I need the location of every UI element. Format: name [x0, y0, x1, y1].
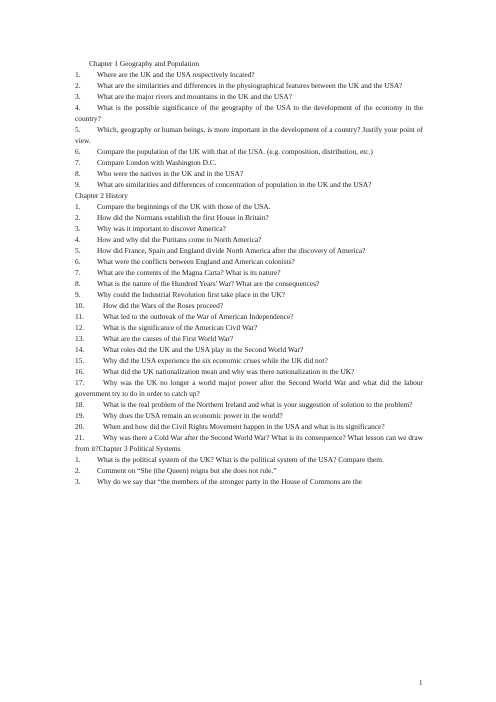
question-item: [75, 366, 423, 377]
question-number: 19.: [75, 411, 85, 420]
question-text: How and why did the Puritans come to North America?: [97, 235, 262, 244]
question-number: 3.: [75, 92, 81, 101]
question-number: 3.: [75, 224, 81, 233]
question-number: 6.: [75, 147, 81, 156]
question-text: Where are the UK and the USA respectively located?: [97, 70, 255, 79]
question-item: [75, 80, 423, 91]
question-number: 16.: [75, 367, 85, 376]
question-text: What are the major rivers and mountains in the UK and the USA?: [97, 92, 292, 101]
question-text: What roles did the UK and the USA play in the Second World War?: [103, 345, 304, 354]
question-item: [75, 476, 423, 487]
chapter-1-heading: Chapter 1 Geography and Population: [89, 59, 200, 68]
question-item: [75, 377, 423, 399]
question-text: What are the causes of the First World War?: [103, 334, 234, 343]
question-item: [75, 465, 423, 476]
question-item: [75, 410, 423, 421]
question-number: 8.: [75, 279, 81, 288]
question-item: [75, 124, 423, 146]
question-text: Comment on “She (the Queen) reigns but she does not rule.”: [97, 466, 277, 475]
question-text: Why does the USA remain an economic power in the world?: [103, 411, 283, 420]
question-item: [75, 168, 423, 179]
question-item: [75, 322, 423, 333]
question-text: How did the Wars of the Roses proceed?: [103, 301, 224, 310]
question-item: [75, 91, 423, 102]
question-item: [75, 245, 423, 256]
question-number: 12.: [75, 323, 85, 332]
question-number: 10.: [75, 301, 85, 310]
question-number: 2.: [75, 81, 81, 90]
question-text: What is the possible significance of the geography of the USA to the development of the economy in the country?: [75, 103, 423, 123]
question-item: [75, 201, 423, 212]
question-number: 7.: [75, 268, 81, 277]
question-item: [75, 256, 423, 267]
question-number: 1.: [75, 455, 81, 464]
question-item: [75, 344, 423, 355]
question-text: Compare London with Washington D.C.: [97, 158, 217, 167]
question-text: Which, geography or human beings, is more important in the development of a country? Justify your point of view.: [75, 125, 423, 145]
question-number: 21.: [75, 433, 85, 442]
question-item: [75, 399, 423, 410]
question-number: 11.: [75, 312, 84, 321]
question-text: What led to the outbreak of the War of American Independence?: [103, 312, 294, 321]
question-number: 2.: [75, 466, 81, 475]
question-number: 20.: [75, 422, 85, 431]
question-item: [75, 278, 423, 289]
question-number: 9.: [75, 290, 81, 299]
question-text: Why could the Industrial Revolution first take place in the UK?: [97, 290, 285, 299]
question-item: [75, 234, 423, 245]
question-text: What is the nature of the Hundred Years' War? What are the consequences?: [97, 279, 320, 288]
question-number: 18.: [75, 400, 85, 409]
question-item: [75, 311, 423, 322]
question-text: Who were the natives in the UK and in the USA?: [97, 169, 244, 178]
chapter-2-heading: Chapter 2 History: [75, 191, 128, 200]
question-number: 8.: [75, 169, 81, 178]
question-text: What are the contents of the Magna Carta? What is its nature?: [97, 268, 281, 277]
question-text: Why was it important to discover America?: [97, 224, 226, 233]
question-number: 14.: [75, 345, 85, 354]
question-item: [75, 289, 423, 300]
question-text: What is the political system of the UK? What is the political system of the USA? Compare them.: [97, 455, 384, 464]
question-text: What were the conflicts between England and American colonists?: [97, 257, 295, 266]
question-text: What is the significance of the American Civil War?: [103, 323, 258, 332]
question-item: [75, 179, 423, 190]
question-list: [75, 58, 423, 487]
question-number: 7.: [75, 158, 81, 167]
question-number: 5.: [75, 125, 81, 134]
question-text: How did the Normans establish the first House in Britain?: [97, 213, 269, 222]
question-item: [75, 157, 423, 168]
question-text: Compare the population of the UK with that of the USA. (e.g. composition, distribution, etc.): [97, 147, 373, 156]
question-number: 4.: [75, 103, 81, 112]
question-number: 1.: [75, 70, 81, 79]
question-item: [75, 333, 423, 344]
question-item: [75, 432, 423, 454]
question-text: Compare the beginnings of the UK with those of the USA.: [97, 202, 271, 211]
question-number: 1.: [75, 202, 81, 211]
question-number: 6.: [75, 257, 81, 266]
question-item: [75, 300, 423, 311]
question-text: Why did the USA experience the six economic crises while the UK did not?: [103, 356, 328, 365]
question-item: [75, 355, 423, 366]
question-text: What did the UK nationalization mean and why was there nationalization in the UK?: [103, 367, 355, 376]
question-number: 9.: [75, 180, 81, 189]
question-number: 4.: [75, 235, 81, 244]
question-text: What are similarities and differences of concentration of population in the UK and the USA?: [97, 180, 372, 189]
chapter-3-questions: [75, 454, 423, 487]
question-number: 15.: [75, 356, 85, 365]
question-number: 2.: [75, 213, 81, 222]
question-text: When and how did the Civil Rights Movement happen in the USA and what is its significance?: [103, 422, 385, 431]
question-number: 3.: [75, 477, 81, 486]
question-item: [75, 69, 423, 80]
question-text: What are the similarities and differences in the physiographical features between the UK and the USA?: [97, 81, 403, 90]
question-item: [75, 102, 423, 124]
question-text: Why do we say that “the members of the stronger party in the House of Commons are the: [97, 477, 362, 486]
page-number: 1: [419, 679, 423, 687]
question-text: How did France, Spain and England divide North America after the discovery of America?: [97, 246, 366, 255]
question-text: Why was the UK no longer a world major power after the Second World War and what did the labour government try to do in order to catch up?: [75, 378, 423, 398]
question-text: Why was there a Cold War after the Second World War? What is its consequence? What lesson can we draw from it?: [75, 433, 423, 453]
question-number: 5.: [75, 246, 81, 255]
chapter-2-questions: [75, 201, 423, 454]
question-number: 13.: [75, 334, 85, 343]
chapter-1-questions: [75, 69, 423, 190]
question-item: [75, 146, 423, 157]
question-text: What is the real problem of the Northern Ireland and what is your suggestion of solution to the problem?: [103, 400, 413, 409]
question-item: [75, 454, 423, 465]
question-item: [75, 223, 423, 234]
chapter-3-heading: Chapter 3 Political Systems: [98, 444, 181, 453]
question-item: [75, 267, 423, 278]
question-item: [75, 212, 423, 223]
question-item: [75, 421, 423, 432]
question-number: 17.: [75, 378, 85, 387]
